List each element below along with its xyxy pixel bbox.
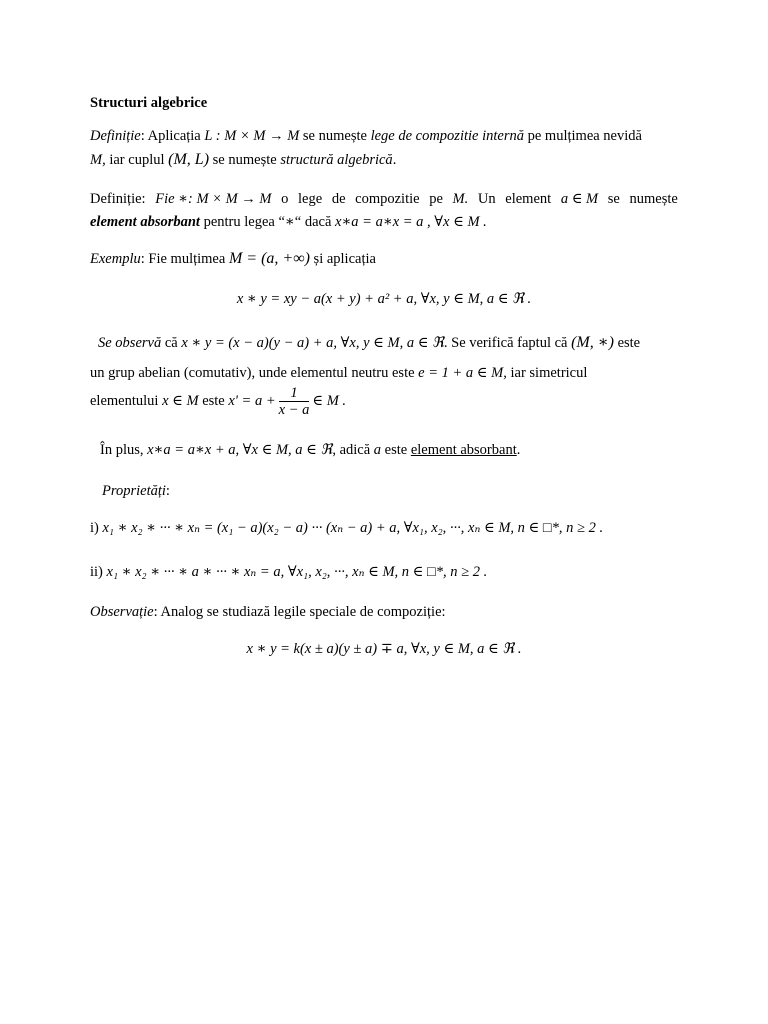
- observation-line-1: Se observă că x ∗ y = (x − a)(y − a) + a, ∀x, y ∈ M, a ∈ ℜ. Se verifică faptul că (M, ∗) este: [98, 334, 641, 351]
- definition-1-line-1: Definiție: Aplicația L : M × M → M se numește lege de compozitie internă pe mulțimea nevidă: [90, 128, 642, 144]
- math-mapping: L : M × M → M: [204, 128, 300, 144]
- property-ii-label: ii): [90, 564, 103, 580]
- math-group: (M, ∗): [571, 334, 614, 351]
- term-absorbing-element: element absorbant: [90, 214, 200, 230]
- term-internal-law: lege de compozitie internă: [370, 128, 524, 144]
- section-title: Structuri algebrice: [90, 95, 208, 111]
- remark: Observație: Analog se studiază legile speciale de compoziție:: [90, 604, 446, 620]
- observation-line-2: un grup abelian (comutativ), unde elementul neutru este e = 1 + a ∈ M, iar simetricul: [90, 365, 588, 381]
- math-factorized-law: x ∗ y = (x − a)(y − a) + a, ∀x, y ∈ M, a ∈ ℜ: [181, 335, 444, 351]
- property-i: [90, 519, 603, 537]
- example-term: Exemplu: [90, 251, 141, 267]
- properties-heading: Proprietăți:: [102, 483, 170, 499]
- example-formula: x ∗ y = xy − a(x + y) + a² + a, ∀x, y ∈ M, a ∈ ℜ .: [236, 291, 532, 307]
- example-intro: Exemplu: Fie mulțimea M = (a, +∞) și aplicația: [90, 250, 376, 267]
- math-pair: (M, L): [168, 151, 210, 168]
- math-neutral-element: e = 1 + a ∈ M: [418, 365, 504, 381]
- term-algebraic-structure: structură algebrică: [280, 152, 393, 168]
- fraction: [279, 385, 310, 418]
- property-i-label: i): [90, 520, 99, 536]
- math-set-definition: M = (a, +∞): [228, 250, 310, 267]
- definition-2-line-2: element absorbant pentru legea “∗“ dacă x∗a = a∗x = a , ∀x ∈ M .: [90, 214, 487, 230]
- definition-2-line-1: Definiție: Fie ∗: M × M → M o lege de compozitie pe M. Un element a ∈ M se numește: [90, 191, 678, 207]
- underlined-term: element absorbant: [410, 442, 517, 458]
- remark-term: Observație: [90, 604, 154, 620]
- fraction-numerator: 1: [279, 385, 310, 402]
- property-ii-formula: x₁ ∗ x₂ ∗ ··· ∗ a ∗ ··· ∗ xₙ = a, ∀x₁, x₂, ···, xₙ ∈ M, n ∈ □*, n ≥ 2 .: [106, 564, 488, 580]
- absorbing-note: În plus, x∗a = a∗x + a, ∀x ∈ M, a ∈ ℜ, adică a este element absorbant.: [100, 442, 521, 458]
- observe-term: Se observă: [98, 335, 162, 351]
- remark-formula: x ∗ y = k(x ± a)(y ± a) ∓ a, ∀x, y ∈ M, a ∈ ℜ .: [246, 641, 522, 657]
- math-absorbing-condition: x∗a = a∗x = a , ∀x ∈ M .: [335, 214, 487, 230]
- property-ii: [90, 563, 487, 581]
- observation-line-3: elementului x ∈ M este x' = a + $\frac{1}{x - a}$ ∈ M .: [90, 385, 347, 419]
- math-inverse-element: x' = a +: [228, 393, 276, 409]
- property-i-formula: x₁ ∗ x₂ ∗ ··· ∗ xₙ = (x₁ − a)(x₂ − a) ··· (xₙ − a) + a, ∀x₁, x₂, ···, xₙ ∈ M, n ∈ □*, n ≥ 2 .: [102, 520, 604, 536]
- math-absorbing-law: x∗a = a∗x + a, ∀x ∈ M, a ∈ ℜ: [147, 442, 333, 458]
- fraction-denominator: x − a: [278, 402, 310, 419]
- definition-1-line-2: M, iar cuplul (M, L) se numește structură algebrică.: [90, 151, 397, 168]
- definition-term: Definiție: [90, 128, 141, 144]
